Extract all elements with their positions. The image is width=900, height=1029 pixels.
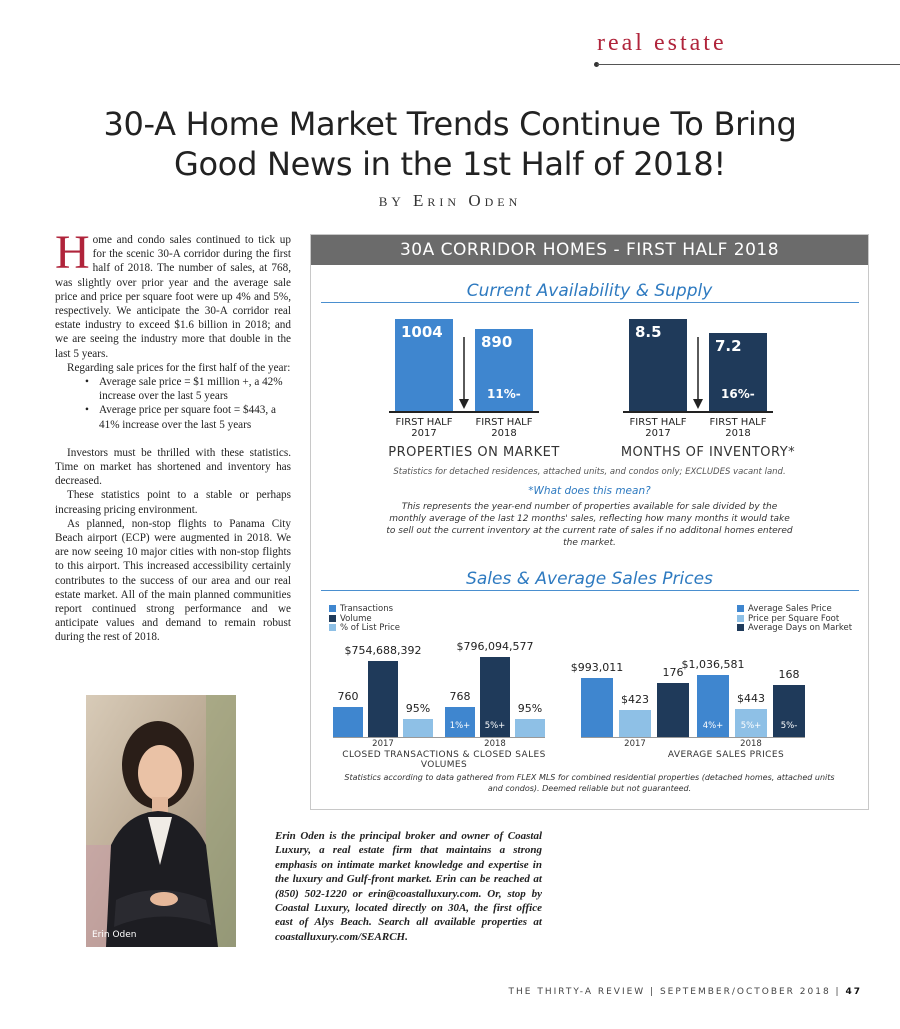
avgprice-year-label: 2018 [740, 739, 762, 749]
closed-bar [515, 719, 545, 737]
properties-category-label: FIRST HALF 2017 [395, 417, 453, 439]
article-body [55, 226, 291, 645]
author-photo [86, 695, 236, 947]
photo-caption: Erin Oden [92, 930, 137, 940]
inventory-change-label: 16%- [721, 387, 755, 401]
inventory-value-label: 7.2 [715, 337, 742, 356]
source-note: Statistics according to data gathered from FLEX MLS for combined residential properties (detached homes, attached units and condos). Deemed reliable but not guaranteed. [344, 773, 835, 793]
avg-chart-caption: AVERAGE SALES PRICES [667, 750, 785, 760]
section-rule [597, 64, 900, 65]
avgprice-legend-swatch [737, 615, 744, 622]
page-number: 47 [845, 987, 862, 997]
closed-legend-swatch [329, 615, 336, 622]
properties-caption: PROPERTIES ON MARKET [388, 445, 560, 460]
avgprice-value-label: $993,011 [570, 660, 624, 674]
closed-value-label: $796,094,577 [456, 640, 534, 653]
inventory-caption: MONTHS OF INVENTORY* [620, 445, 796, 460]
article-paragraph: As planned, non-stop flights to Panama City Beach airport (ECP) were augmented in 2018. We are now seeing 10 major cities with non-stop flights to this airport. This increased accessibility certainly contributes to the success of our area and our real estate market. All of the main planned communities report continued strong performance and we anticipate values and demand to remain robust during the rest of 2018. [55, 517, 291, 644]
byline-name: Erin Oden [413, 191, 522, 210]
average-sales-prices-chart [570, 604, 854, 753]
avgprice-change-label: 5%- [780, 721, 798, 731]
closed-legend [329, 605, 400, 634]
avgprice-legend-swatch [737, 605, 744, 612]
months-of-inventory-chart [623, 313, 793, 463]
what-means-heading: *What does this mean? [528, 485, 651, 497]
closed-legend-swatch [329, 624, 336, 631]
avgprice-change-label: 5%+ [740, 721, 762, 731]
footer-publication: THE THIRTY-A REVIEW | SEPTEMBER/OCTOBER 2018 | [508, 987, 841, 997]
properties-decrease-arrow [458, 337, 470, 409]
avgprice-axis-line [581, 737, 805, 738]
closed-value-label: 760 [337, 690, 359, 703]
infographic-banner: 30A CORRIDOR HOMES - FIRST HALF 2018 [311, 235, 868, 265]
inventory-category-label: FIRST HALF 2017 [629, 417, 687, 439]
supply-section-rule [321, 302, 859, 303]
author-portrait-image [86, 695, 236, 947]
supply-section-title: Current Availability & Supply [466, 281, 713, 301]
closed-bar [368, 661, 398, 737]
headline [60, 104, 840, 184]
closed-change-label: 1%+ [449, 721, 471, 731]
article-paragraph-text: ome and condo sales continued to tick up for the scenic 30-A corridor during the first half of 2018. The number of sales, at 768, was slightly over prior year and the average sale price and price per square foot were up 4% and 5%, respectively. We anticipate the 30-A corridor real estate industry to exceed $1.6 billion in 2018; and we are seeing the industry more that double in the last 5 years. [55, 234, 291, 360]
article-paragraph: These statistics point to a stable or perhaps increasing pricing environment. [55, 489, 291, 516]
closed-year-label: 2018 [484, 739, 506, 749]
closed-axis-line [333, 737, 545, 738]
properties-category-label: FIRST HALF 2018 [475, 417, 533, 439]
sales-section-rule [321, 590, 859, 591]
avgprice-bar [657, 683, 689, 737]
avgprice-legend [737, 605, 852, 634]
properties-value-label: 890 [481, 333, 513, 352]
closed-change-label: 5%+ [484, 721, 506, 731]
stats-note: Statistics for detached residences, attached units, and condos only; EXCLUDES vacant land. [393, 467, 786, 477]
inventory-decrease-arrow [692, 337, 704, 409]
closed-legend-item [329, 624, 400, 634]
bullet-item: • Average sale price = $1 million +, a 42% increase over the last 5 years [99, 375, 291, 403]
closed-value-label: 95% [517, 702, 543, 715]
avgprice-value-label: 176 [662, 666, 684, 679]
avgprice-legend-label: Average Sales Price [748, 604, 832, 614]
avgprice-legend-label: Average Days on Market [748, 623, 853, 633]
headline-line-1: 30-A Home Market Trends Continue To Bring [103, 105, 797, 143]
avgprice-change-label: 4%+ [702, 721, 724, 731]
closed-legend-label: Transactions [340, 604, 394, 614]
article-paragraph: Regarding sale prices for the first half of the year: [67, 361, 291, 374]
avgprice-legend-item [737, 624, 852, 634]
closed-legend-label: % of List Price [340, 623, 400, 633]
bullet-item: • Average price per square foot = $443, a 41% increase over the last 5 years [99, 403, 291, 431]
section-label: real estate [597, 30, 727, 56]
closed-chart-caption: CLOSED TRANSACTIONS & CLOSED SALES VOLUMES [342, 750, 546, 770]
properties-axis-line [389, 411, 539, 413]
article-paragraph: Investors must be thrilled with these statistics. Time on market has shortened and inventory has decreased. [55, 446, 291, 488]
properties-on-market-chart [389, 313, 559, 463]
inventory-category-label: FIRST HALF 2018 [709, 417, 767, 439]
closed-bar [403, 719, 433, 737]
closed-transactions-chart [329, 605, 569, 753]
avgprice-bar [619, 710, 651, 737]
drop-cap: H [55, 226, 90, 279]
avgprice-year-label: 2017 [624, 739, 646, 749]
closed-bar [333, 707, 363, 737]
closed-value-label: 95% [405, 702, 431, 715]
inventory-value-label: 8.5 [635, 323, 662, 341]
closed-legend-label: Volume [340, 613, 372, 624]
avgprice-legend-label: Price per Square Foot [748, 613, 840, 624]
byline [300, 191, 600, 211]
closed-year-label: 2017 [372, 739, 394, 749]
avgprice-legend-swatch [737, 624, 744, 631]
page-footer [430, 987, 862, 997]
article-paragraph [55, 226, 291, 361]
avgprice-value-label: $443 [737, 692, 765, 705]
inventory-axis-line [623, 411, 773, 413]
avgprice-value-label: $1,036,581 [681, 658, 745, 671]
avgprice-value-label: 168 [778, 668, 800, 682]
avgprice-value-label: $423 [621, 693, 649, 707]
properties-value-label: 1004 [401, 323, 443, 341]
avgprice-bar [581, 678, 613, 737]
inventory-explanation: This represents the year-end number of properties available for sale divided by the monthly average of the last 12 months' sales, reflecting how many months it would take to sell out the current inventory at the current rate of sales if no additonal homes entered the market. [386, 502, 793, 548]
infographic-panel [310, 234, 869, 810]
closed-value-label: 768 [449, 689, 471, 703]
closed-legend-swatch [329, 605, 336, 612]
closed-value-label: $754,688,392 [344, 644, 422, 658]
properties-change-label: 11%- [487, 387, 521, 401]
byline-prefix: BY [378, 194, 405, 209]
sales-section-title: Sales & Average Sales Prices [466, 569, 713, 589]
headline-line-2: Good News in the 1st Half of 2018! [174, 145, 726, 183]
author-bio: Erin Oden is the principal broker and owner of Coastal Luxury, a real estate firm that maintains a strong emphasis on intimate market knowledge and expertise in the luxury and Gulf-front market. Erin can be reached at (850) 502-1220 or erin@coastalluxury.com. Or, stop by Coastal Luxury, located directly on 30A, the first office east of Alys Beach. Search all available properties at coastalluxury.com/SEARCH. [275, 830, 542, 943]
bullet-list [55, 375, 291, 432]
